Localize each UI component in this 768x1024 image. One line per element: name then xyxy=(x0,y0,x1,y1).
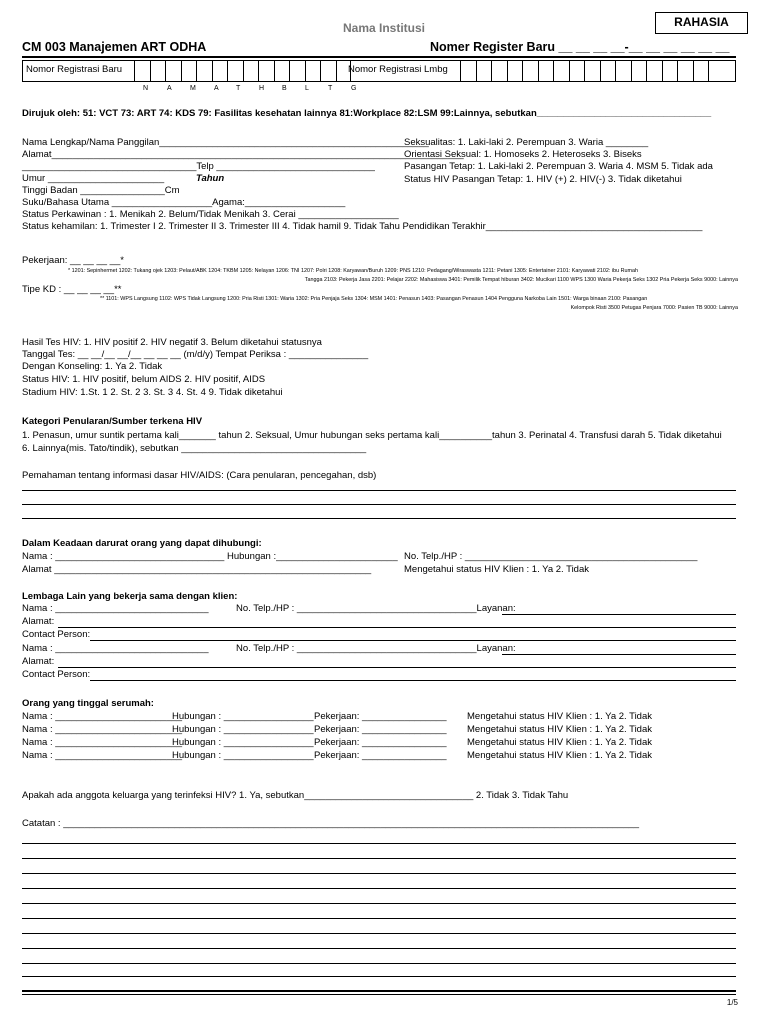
institution-address-line[interactable] xyxy=(58,667,736,668)
household-occupation-field[interactable]: Pekerjaan: ________________ xyxy=(314,711,447,722)
hiv-knowledge-prompt: Pemahaman tentang informasi dasar HIV/AIDS: (Cara penularan, pencegahan, dsb) xyxy=(22,470,377,481)
contact-person-label: Contact Person: xyxy=(22,669,91,680)
page-number: 1/5 xyxy=(726,998,738,1007)
household-title: Orang yang tinggal serumah: xyxy=(22,698,154,709)
referral-line[interactable]: Dirujuk oleh: 51: VCT 73: ART 74: KDS 79: Fasilitas kesehatan lainnya 81:Workplace 82:LSM 99:Lainnya, sebutkan_________________________________ xyxy=(22,108,712,119)
full-name-field[interactable]: Nama Lengkap/Nama Panggilan___________________________________________________ xyxy=(22,137,429,148)
answer-line[interactable] xyxy=(22,518,736,519)
form-title: CM 003 Manajemen ART ODHA xyxy=(22,40,207,54)
address-field[interactable]: Alamat______________________________________________________________________________ xyxy=(22,149,464,160)
emergency-name-field[interactable]: Nama : ________________________________ Hubungan :_______________________ xyxy=(22,551,398,562)
footer-divider xyxy=(22,994,736,995)
age-unit: Tahun xyxy=(196,173,225,184)
occupation-codes: * 1201: Sepinhermet 1202: Tukang ojek 1203: Pelaut/ABK 1204: TKBM 1205: Nelayan 1206: TNI 1207: Polri 1208: Karyawan/Buruh 1209: PNS 1210: Pedagang/Wiraswasta 1211: Petani 1305: Entertainer 2101: Karyawati 2102: ibu Rumah xyxy=(68,268,638,274)
partner-institution-title: Lembaga Lain yang bekerja sama dengan klien: xyxy=(22,591,238,602)
transmission-options[interactable]: 1. Penasun, umur suntik pertama kali_______ tahun 2. Seksual, Umur hubungan seks pertama kali__________tahun 3. Perinatal 4. Transfusi darah 5. Tidak diketahui xyxy=(22,430,722,441)
confidential-badge: RAHASIA xyxy=(655,12,748,34)
household-occupation-field[interactable]: Pekerjaan: ________________ xyxy=(314,750,447,761)
steady-partner-field[interactable]: Pasangan Tetap: 1. Laki-laki 2. Perempuan 3. Waria 4. MSM 5. Tidak ada xyxy=(404,161,713,172)
pregnancy-status-field[interactable]: Status kehamilan: 1. Trimester I 2. Trimester II 3. Trimester III 4. Tidak hamil 9. Tidak Tahu Pendidikan Terakhir_________________________________________ xyxy=(22,221,703,232)
household-relation-field[interactable]: Hubungan : _________________ xyxy=(172,711,314,722)
household-relation-field[interactable]: Hubungan : _________________ xyxy=(172,737,314,748)
reg-baru-label: Nomor Registrasi Baru xyxy=(26,64,123,75)
reg-lmbg-label: Nomor Registrasi Lmbg xyxy=(348,64,448,75)
reg-baru-cells[interactable] xyxy=(134,61,351,81)
answer-line[interactable] xyxy=(22,504,736,505)
notes-field[interactable]: Catatan : _____________________________________________________________________________________________________________ xyxy=(22,818,640,829)
institution-name-field[interactable]: Nama : _____________________________ xyxy=(22,643,209,654)
emergency-knows-status-field[interactable]: Mengetahui status HIV Klien : 1. Ya 2. Tidak xyxy=(404,564,590,575)
institution-phone-field[interactable]: No. Telp./HP : __________________________________Layanan: xyxy=(236,643,516,654)
occupation-codes-cont: Tangga 2103: Pekerja Jasa 2201: Pelajar 2202: Mahasiswa 3401: Pemilik Tempat hiburan 3402: Mucikari 1100 WPS 1300 Waria Pekerja Seks 1302 Pria Pekerja Seks 9000: Lainnya xyxy=(304,277,738,283)
household-occupation-field[interactable]: Pekerjaan: ________________ xyxy=(314,724,447,735)
household-name-field[interactable]: Nama : ________________________ xyxy=(22,737,183,748)
institution-name: Nama Institusi xyxy=(342,21,426,35)
household-knows-status-field[interactable]: Mengetahui status HIV Klien : 1. Ya 2. Tidak xyxy=(467,737,653,748)
partner-hiv-status-field[interactable]: Status HIV Pasangan Tetap: 1. HIV (+) 2. HIV(-) 3. Tidak diketahui xyxy=(404,174,682,185)
notes-line[interactable] xyxy=(22,918,736,919)
notes-line[interactable] xyxy=(22,933,736,934)
family-infected-question[interactable]: Apakah ada anggota keluarga yang terinfeksi HIV? 1. Ya, sebutkan________________________________ 2. Tidak 3. Tidak Tahu xyxy=(22,790,569,801)
counseling-field[interactable]: Dengan Konseling: 1. Ya 2. Tidak xyxy=(22,361,163,372)
household-knows-status-field[interactable]: Mengetahui status HIV Klien : 1. Ya 2. Tidak xyxy=(467,711,653,722)
header-divider xyxy=(22,56,736,58)
kd-type-codes-cont: Kelompok Risti 3500 Petugas Penjara 7000: Pasien TB 9000: Lainnya xyxy=(570,305,738,311)
sexual-orientation-field[interactable]: Orientasi Seksual: 1. Homoseks 2. Heteroseks 3. Biseks xyxy=(404,149,642,160)
emergency-contact-title: Dalam Keadaan darurat orang yang dapat dihubungi: xyxy=(22,538,262,549)
institution-name-field[interactable]: Nama : _____________________________ xyxy=(22,603,209,614)
institution-address-line[interactable] xyxy=(58,627,736,628)
contact-person-line[interactable] xyxy=(90,640,736,641)
institution-address-label: Alamat: xyxy=(22,656,55,667)
kd-type-field[interactable]: Tipe KD : __ __ __ __** xyxy=(22,284,122,295)
household-relation-field[interactable]: Hubungan : _________________ xyxy=(172,750,314,761)
household-knows-status-field[interactable]: Mengetahui status HIV Klien : 1. Ya 2. Tidak xyxy=(467,724,653,735)
transmission-other-field[interactable]: 6. Lainnya(mis. Tato/tindik), sebutkan ___________________________________ xyxy=(22,443,367,454)
footer-divider xyxy=(22,990,736,992)
notes-line[interactable] xyxy=(22,976,736,977)
age-field[interactable]: Umur ______________________ xyxy=(22,173,165,184)
emergency-address-field[interactable]: Alamat ____________________________________________________________ xyxy=(22,564,372,575)
hiv-stage-field[interactable]: Stadium HIV: 1.St. 1 2. St. 2 3. St. 3 4. St. 4 9. Tidak diketahui xyxy=(22,387,283,398)
transmission-category-title: Kategori Penularan/Sumber terkena HIV xyxy=(22,416,203,427)
contact-person-line[interactable] xyxy=(90,680,736,681)
household-relation-field[interactable]: Hubungan : _________________ xyxy=(172,724,314,735)
institution-service-line[interactable] xyxy=(502,654,736,655)
notes-line[interactable] xyxy=(22,963,736,964)
household-knows-status-field[interactable]: Mengetahui status HIV Klien : 1. Ya 2. Tidak xyxy=(467,750,653,761)
household-name-field[interactable]: Nama : ________________________ xyxy=(22,750,183,761)
institution-phone-field[interactable]: No. Telp./HP : __________________________________Layanan: xyxy=(236,603,516,614)
notes-line[interactable] xyxy=(22,858,736,859)
notes-line[interactable] xyxy=(22,948,736,949)
household-occupation-field[interactable]: Pekerjaan: ________________ xyxy=(314,737,447,748)
emergency-phone-field[interactable]: No. Telp./HP : ____________________________________________ xyxy=(404,551,698,562)
contact-person-label: Contact Person: xyxy=(22,629,91,640)
institution-address-label: Alamat: xyxy=(22,616,55,627)
household-name-field[interactable]: Nama : ________________________ xyxy=(22,711,183,722)
test-date-field[interactable]: Tanggal Tes: __ __/__ __/__ __ __ __ (m/d/y) Tempat Periksa : _______________ xyxy=(22,349,369,360)
phone-field[interactable]: _________________________________Telp ______________________________ xyxy=(22,161,375,172)
marital-status-field[interactable]: Status Perkawinan : 1. Menikah 2. Belum/Tidak Menikah 3. Cerai ___________________ xyxy=(22,209,399,220)
reg-lmbg-cells[interactable] xyxy=(460,61,724,81)
kd-type-codes: ** 1101: WPS Langsung 1102: WPS Tidak Langsung 1200: Pria Risti 1301: Waria 1302: Pria Penjaja Seks 1304: MSM 1401: Penasun 1403: Pasangan Penasun 1404 Pengguna Narkoba Lain 1501: Warga binaan 2100: Pasangan xyxy=(100,296,648,302)
ethnicity-religion-field[interactable]: Suku/Bahasa Utama ___________________Agama:___________________ xyxy=(22,197,346,208)
notes-line[interactable] xyxy=(22,888,736,889)
height-field[interactable]: Tinggi Badan ________________Cm xyxy=(22,185,180,196)
answer-line[interactable] xyxy=(22,490,736,491)
sexuality-field[interactable]: Seksualitas: 1. Laki-laki 2. Perempuan 3. Waria ________ xyxy=(404,137,649,148)
hiv-status-field[interactable]: Status HIV: 1. HIV positif, belum AIDS 2. HIV positif, AIDS xyxy=(22,374,266,385)
institution-service-line[interactable] xyxy=(502,614,736,615)
occupation-field[interactable]: Pekerjaan: __ __ __ __* xyxy=(22,255,124,266)
notes-line[interactable] xyxy=(22,873,736,874)
register-number: Nomer Register Baru __ __ __ __-__ __ __ __ __ __ xyxy=(430,40,730,54)
hiv-test-result-field[interactable]: Hasil Tes HIV: 1. HIV positif 2. HIV negatif 3. Belum diketahui statusnya xyxy=(22,337,322,348)
notes-line[interactable] xyxy=(22,843,736,844)
notes-line[interactable] xyxy=(22,903,736,904)
household-name-field[interactable]: Nama : ________________________ xyxy=(22,724,183,735)
